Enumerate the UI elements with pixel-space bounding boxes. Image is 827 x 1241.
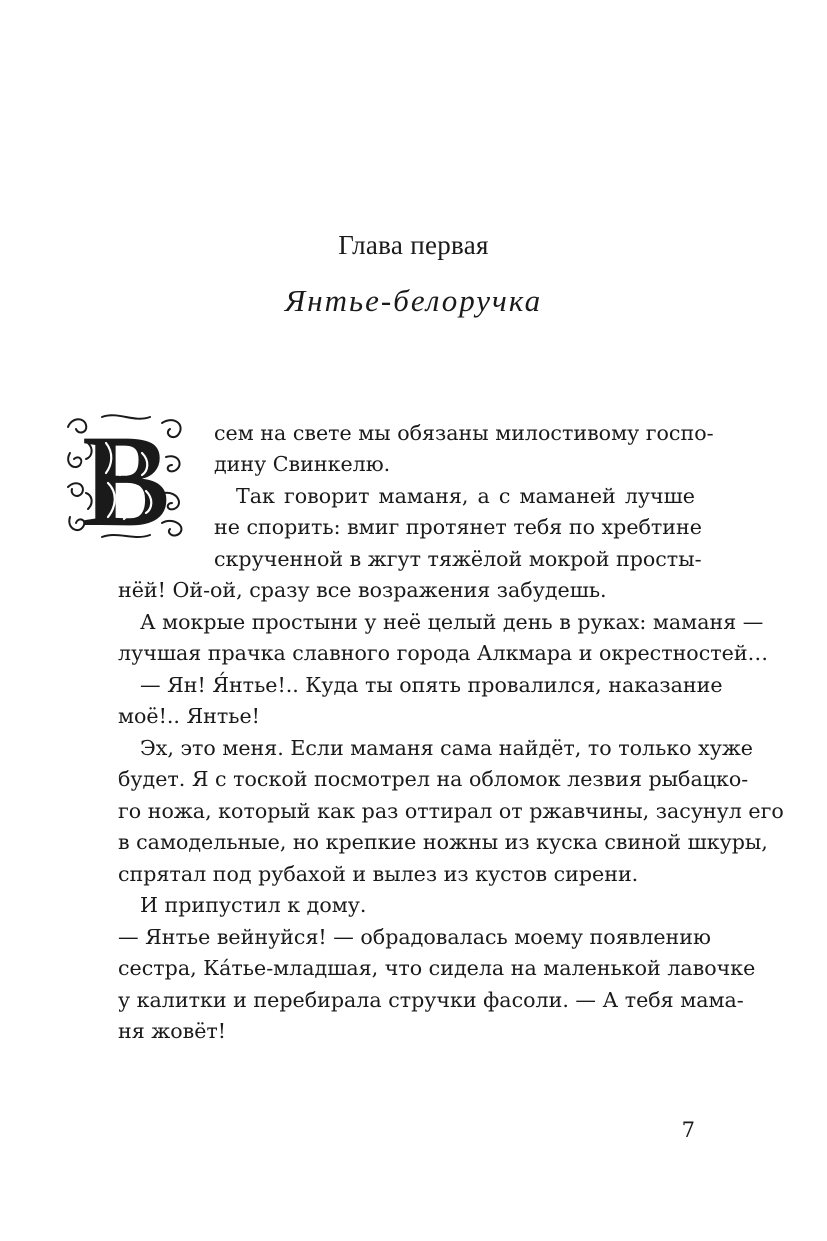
text-line: дину Свинкелю. (214, 452, 391, 476)
text-line: спрятал под рубахой и вылез из кустов сирени. (118, 862, 639, 886)
text-line: моё!.. Янтье! (118, 704, 260, 728)
text-line: в самодельные, но крепкие ножны из куска свиной шкуры, (118, 830, 768, 854)
page-number: 7 (681, 1118, 695, 1142)
text-line: будет. Я с тоской посмотрел на обломок лезвия рыбацко- (118, 767, 749, 791)
text-line: ня жовёт! (118, 1019, 227, 1043)
text-line: сем на свете мы обязаны милостивому госпо- (214, 421, 714, 445)
text-line: нёй! Ой-ой, сразу все возражения забудешь. (118, 578, 607, 602)
text-line: — Янтье вейнуйся! — обрадовалась моему появлению (118, 925, 711, 949)
text-line: лучшая прачка славного города Алкмара и окрестностей… (118, 641, 769, 665)
chapter-title: Янтье-белоручка (284, 283, 543, 318)
text-line: не спорить: вмиг протянет тебя по хребтине (214, 515, 702, 539)
text-line: Так говорит маманя, а с маманей лучше (236, 484, 695, 508)
text-line: А мокрые простыни у неё целый день в руках: маманя — (140, 610, 764, 634)
text-line: скрученной в жгут тяжёлой мокрой просты- (214, 547, 702, 571)
text-line: сестра, Ка́тье-младшая, что сидела на маленькой лавочке (118, 956, 756, 980)
text-line: — Ян! Я́нтье!.. Куда ты опять провалился, наказание (140, 673, 723, 697)
text-line: у калитки и перебирала стручки фасоли. — А тебя мама- (118, 988, 744, 1012)
drop-cap-ornament (62, 413, 190, 541)
drop-cap-letter: В (81, 413, 171, 541)
chapter-label: Глава первая (338, 230, 489, 260)
text-line: Эх, это меня. Если маманя сама найдёт, то только хуже (140, 736, 753, 760)
text-line: И припустил к дому. (140, 893, 367, 917)
text-line: го ножа, который как раз оттирал от ржавчины, засунул его (118, 799, 784, 823)
